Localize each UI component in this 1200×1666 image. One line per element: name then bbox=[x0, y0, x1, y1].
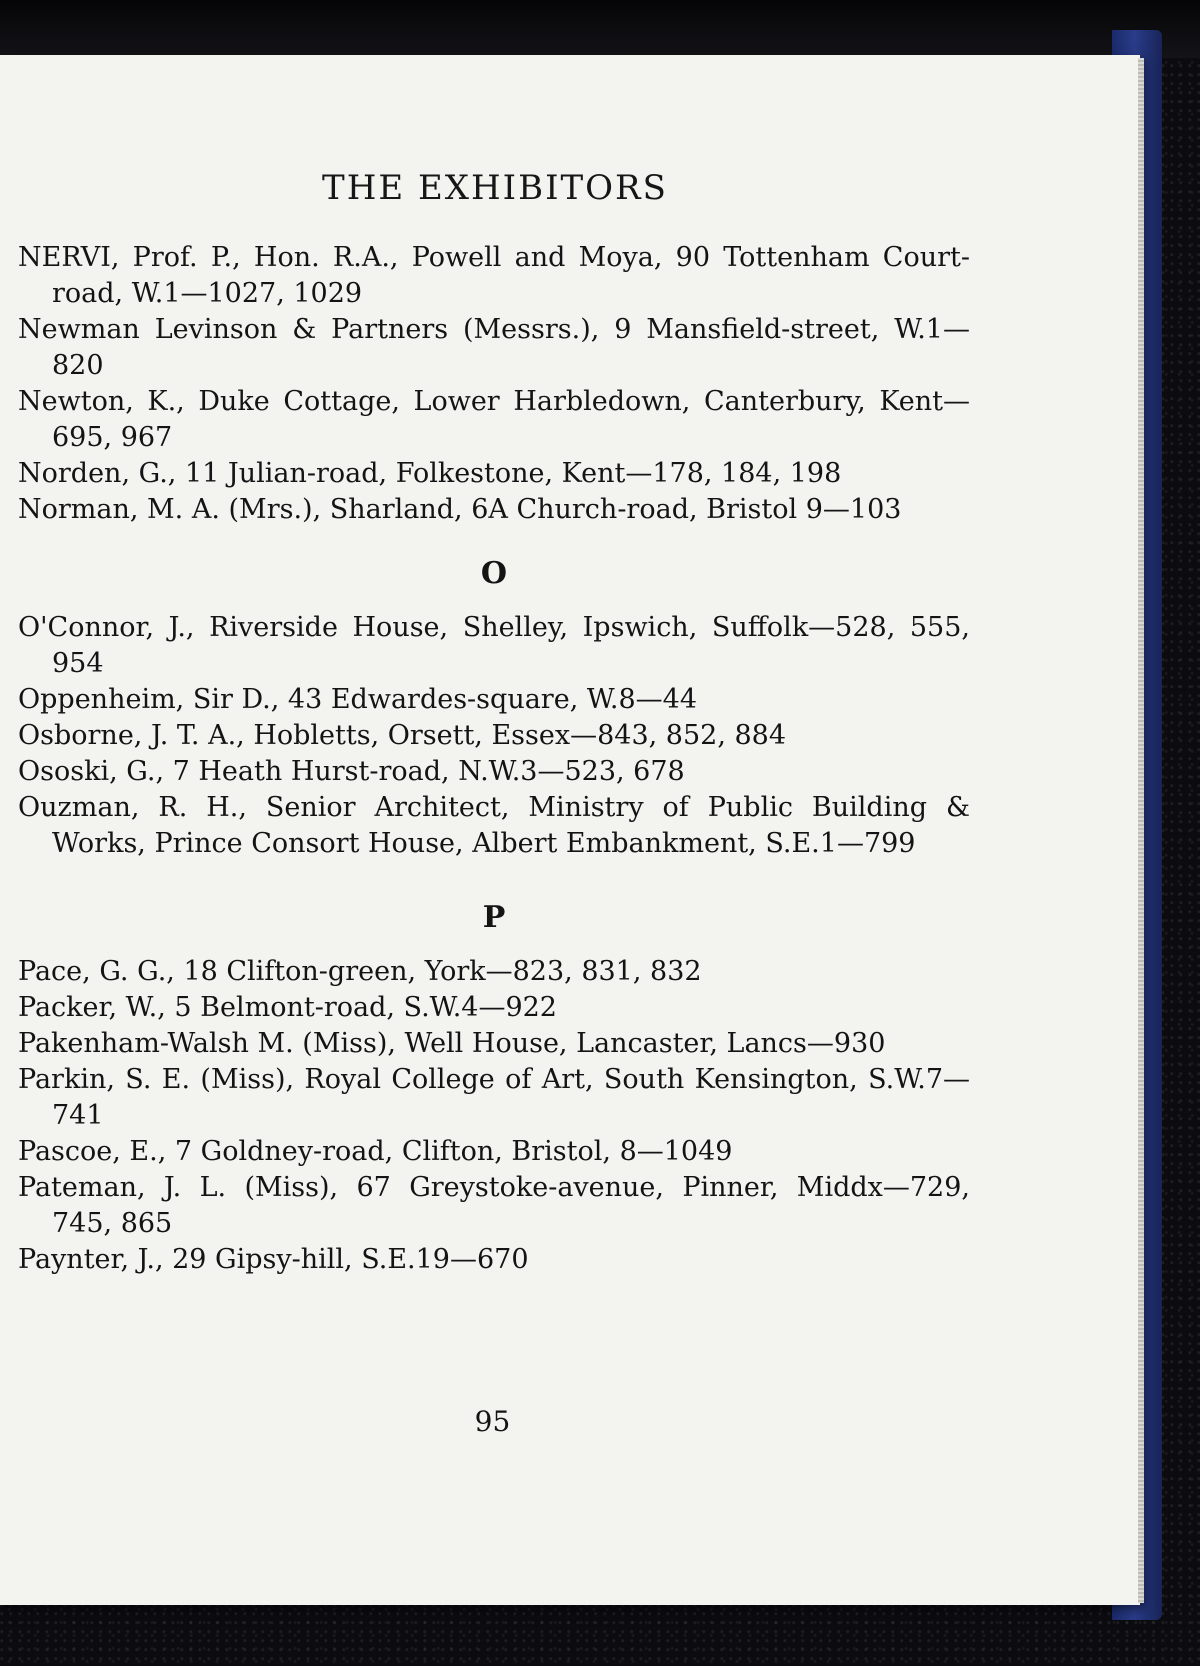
entry-parkin: Parkin, S. E. (Miss), Royal College of Art, South Kensington, S.W.7—741 bbox=[18, 1064, 970, 1131]
entry-osborne: Osborne, J. T. A., Hobletts, Orsett, Essex—843, 852, 884 bbox=[18, 720, 787, 751]
page-number: 95 bbox=[474, 1405, 511, 1438]
entry-ososki: Ososki, G., 7 Heath Hurst-road, N.W.3—523, 678 bbox=[18, 756, 685, 787]
section-gap bbox=[18, 862, 970, 900]
entry-ouzman: Ouzman, R. H., Senior Architect, Ministry of Public Building & Works, Prince Consort House, Albert Embankment, S.E.1—799 bbox=[18, 792, 970, 859]
entry-norman: Norman, M. A. (Mrs.), Sharland, 6A Church-road, Bristol 9—103 bbox=[18, 494, 902, 525]
entry-oconnor: O'Connor, J., Riverside House, Shelley, Ipswich, Suffolk—528, 555, 954 bbox=[18, 612, 970, 679]
entry-packer: Packer, W., 5 Belmont-road, S.W.4—922 bbox=[18, 992, 557, 1023]
section-gap bbox=[18, 936, 970, 954]
section-letter-o: O bbox=[480, 556, 508, 591]
section-gap bbox=[18, 592, 970, 610]
section-gap bbox=[18, 528, 970, 556]
entry-nervi: NERVI, Prof. P., Hon. R.A., Powell and Moya, 90 Tottenham Court-road, W.1—1027, 1029 bbox=[18, 242, 970, 309]
entry-pakenham-walsh: Pakenham-Walsh M. (Miss), Well House, Lancaster, Lancs—930 bbox=[18, 1028, 886, 1059]
entry-paynter: Paynter, J., 29 Gipsy-hill, S.E.19—670 bbox=[18, 1244, 529, 1275]
entry-pascoe: Pascoe, E., 7 Goldney-road, Clifton, Bristol, 8—1049 bbox=[18, 1136, 733, 1167]
entry-pace: Pace, G. G., 18 Clifton-green, York—823, 831, 832 bbox=[18, 956, 702, 987]
section-letter-p: P bbox=[482, 900, 506, 935]
page-edge bbox=[1138, 58, 1144, 1603]
exhibitor-list bbox=[18, 240, 970, 1278]
entry-pateman: Pateman, J. L. (Miss), 67 Greystoke-avenue, Pinner, Middx—729, 745, 865 bbox=[18, 1172, 970, 1239]
entry-newman-levinson: Newman Levinson & Partners (Messrs.), 9 Mansfield-street, W.1—820 bbox=[18, 314, 970, 381]
background-top bbox=[0, 0, 1200, 58]
entry-norden: Norden, G., 11 Julian-road, Folkestone, Kent—178, 184, 198 bbox=[18, 458, 842, 489]
entry-newton: Newton, K., Duke Cottage, Lower Harbledown, Canterbury, Kent—695, 967 bbox=[18, 386, 970, 453]
entry-oppenheim: Oppenheim, Sir D., 43 Edwardes-square, W.8—44 bbox=[18, 684, 698, 715]
page-heading: THE EXHIBITORS bbox=[322, 168, 668, 208]
